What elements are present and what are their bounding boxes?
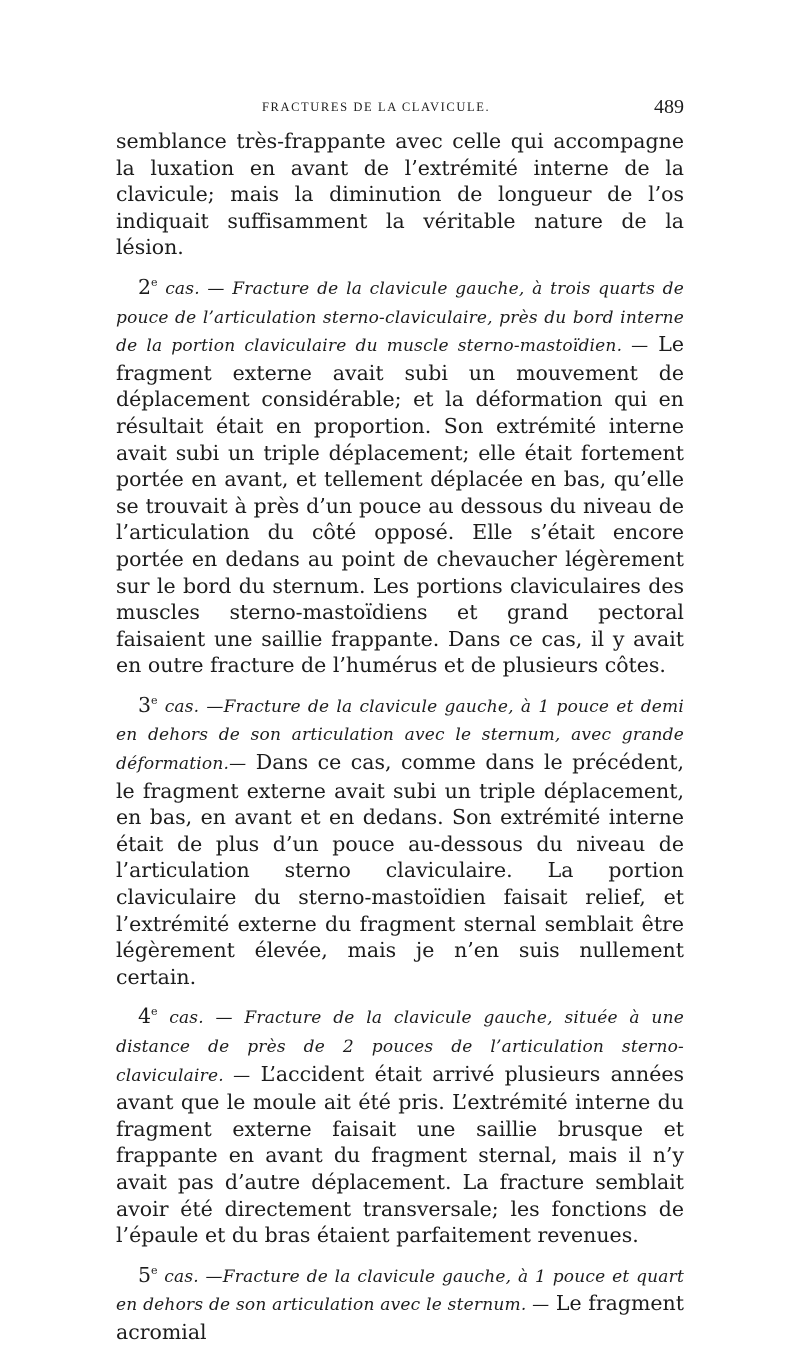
- case-body: Dans ce cas, comme dans le précédent, le fragment externe avait subi un triple déplacement, en bas, en avant et en dedans. Son extrémité interne était de plus d’un pouce au-dessous du niveau de l’articulation sterno claviculaire. La portion claviculaire du sterno-mastoïdien faisait relief, et l’extrémité externe du fragment sternal semblait être légèrement élevée, mais je n’en suis nullement certain.: [116, 750, 684, 989]
- case-title: Fracture de la clavicule gauche, située à une distance de près de 2 pouces de l’articulation sterno-claviculaire. —: [116, 1008, 684, 1086]
- case-paragraph-5: [116, 1262, 684, 1346]
- case-paragraph-4: [116, 1003, 684, 1248]
- page-number: 489: [654, 96, 684, 118]
- case-label: cas. —: [157, 696, 224, 717]
- intro-paragraph: semblance très-frappante avec celle qui accompagne la luxation en avant de l’extrémité interne de la clavicule; mais la diminution de longueur de l’os indiquait suffisamment la véritable nature de la lésion.: [116, 129, 684, 260]
- case-title: Fracture de la clavicule gauche, à 1 pouce et quart en dehors de son articulation avec le sternum. —: [116, 1266, 684, 1316]
- case-paragraph-3: [116, 692, 684, 991]
- case-number: 4e: [138, 1004, 158, 1029]
- page-header: [116, 96, 684, 124]
- case-paragraph-2: [116, 274, 684, 679]
- case-label: cas. —: [157, 1008, 233, 1029]
- case-number: 5e: [138, 1262, 158, 1287]
- case-number: 3e: [138, 692, 158, 717]
- case-body: Le fragment externe avait subi un mouvement de déplacement considérable; et la déformation qui en résultait était en proportion. Son extrémité interne avait subi un triple déplacement; elle était fortement portée en avant, et tellement déplacée en bas, qu’elle se trouvait à près d’un pouce au dessous du niveau de l’articulation du côté opposé. Elle s’était encore portée en dedans au point de chevaucher légèrement sur le bord du sternum. Les portions claviculaires des muscles sterno-mastoïdiens et grand pectoral faisaient une saillie frappante. Dans ce cas, il y avait en outre fracture de l’humérus et de plusieurs côtes.: [116, 332, 684, 678]
- case-title: Fracture de la clavicule gauche, à trois quarts de pouce de l’articulation sterno-claviculaire, près du bord interne de la portion claviculaire du muscle sterno-mastoïdien. —: [116, 278, 684, 357]
- body-text: [116, 128, 684, 1346]
- case-label: cas. —: [157, 1266, 223, 1287]
- case-body: L’accident était arrivé plusieurs années avant que le moule ait été pris. L’extrémité interne du fragment externe faisait une saillie brusque et frappante en avant du fragment sternal, mais il n’y avait pas d’autre déplacement. La fracture semblait avoir été directement transversale; les fonctions de l’épaule et du bras étaient parfaitement revenues.: [116, 1061, 684, 1248]
- case-label: cas. —: [157, 278, 225, 299]
- case-title: Fracture de la clavicule gauche, à 1 pouce et demi en dehors de son articulation avec le sternum, avec grande déformation.—: [116, 696, 685, 775]
- case-number: 2e: [138, 274, 158, 299]
- running-head: FRACTURES DE LA CLAVICULE.: [262, 100, 491, 114]
- case-body: Le fragment acromial: [116, 1291, 684, 1344]
